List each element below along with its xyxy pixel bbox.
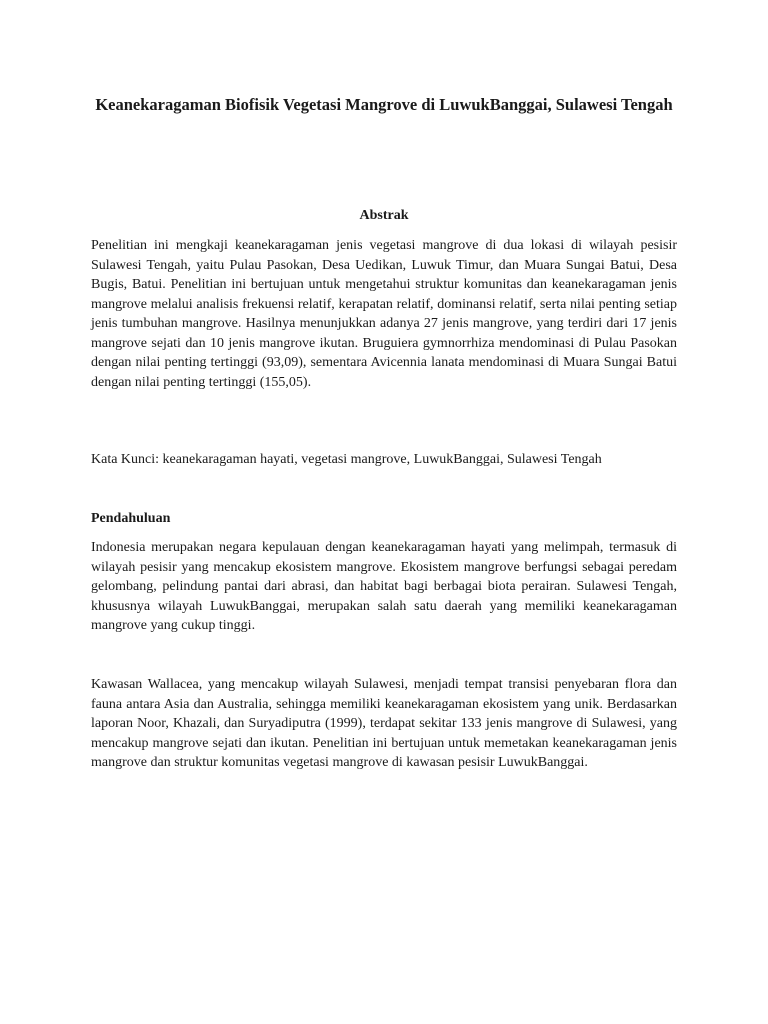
intro-heading: Pendahuluan (91, 511, 171, 526)
abstract-heading: Abstrak (359, 208, 409, 223)
intro-paragraph-1: Indonesia merupakan negara kepulauan dengan keanekaragaman hayati yang melimpah, termasuk di wilayah pesisir yang mencakup ekosistem mangrove. Ekosistem mangrove berfungsi sebagai peredam gelombang, pelindung pantai dari abrasi, dan habitat bagi berbagai biota perairan. Sulawesi Tengah, khususnya wilayah LuwukBanggai, merupakan salah satu daerah yang memiliki keanekaragaman mangrove yang cukup tinggi. (91, 540, 677, 633)
intro-paragraph-2: Kawasan Wallacea, yang mencakup wilayah Sulawesi, menjadi tempat transisi penyebaran flora dan fauna antara Asia dan Australia, sehingga memiliki keanekaragaman ekosistem yang unik. Berdasarkan laporan Noor, Khazali, dan Suryadiputra (1999), terdapat sekitar 133 jenis mangrove di Sulawesi, yang mencakup mangrove sejati dan ikutan. Penelitian ini bertujuan untuk memetakan keanekaragaman jenis mangrove dan struktur komunitas vegetasi mangrove di kawasan pesisir LuwukBanggai. (91, 677, 677, 770)
keywords-text: Kata Kunci: keanekaragaman hayati, vegetasi mangrove, LuwukBanggai, Sulawesi Tengah (91, 452, 602, 467)
abstract-text: Penelitian ini mengkaji keanekaragaman jenis vegetasi mangrove di dua lokasi di wilayah pesisir Sulawesi Tengah, yaitu Pulau Pasokan, Desa Uedikan, Luwuk Timur, dan Muara Sungai Batui, Desa Bugis, Batui. Penelitian ini bertujuan untuk mengetahui struktur komunitas dan keanekaragaman jenis mangrove melalui analisis frekuensi relatif, kerapatan relatif, dominansi relatif, serta nilai penting setiap jenis tumbuhan mangrove. Hasilnya menunjukkan adanya 27 jenis mangrove, yang terdiri dari 17 jenis mangrove sejati dan 10 jenis mangrove ikutan. Bruguiera gymnorrhiza mendominasi di Pulau Pasokan dengan nilai penting tertinggi (93,09), sementara Avicennia lanata mendominasi di Muara Sungai Batui dengan nilai penting tertinggi (155,05). (91, 238, 677, 390)
document-title: Keanekaragaman Biofisik Vegetasi Mangrove di LuwukBanggai, Sulawesi Tengah (95, 95, 673, 114)
